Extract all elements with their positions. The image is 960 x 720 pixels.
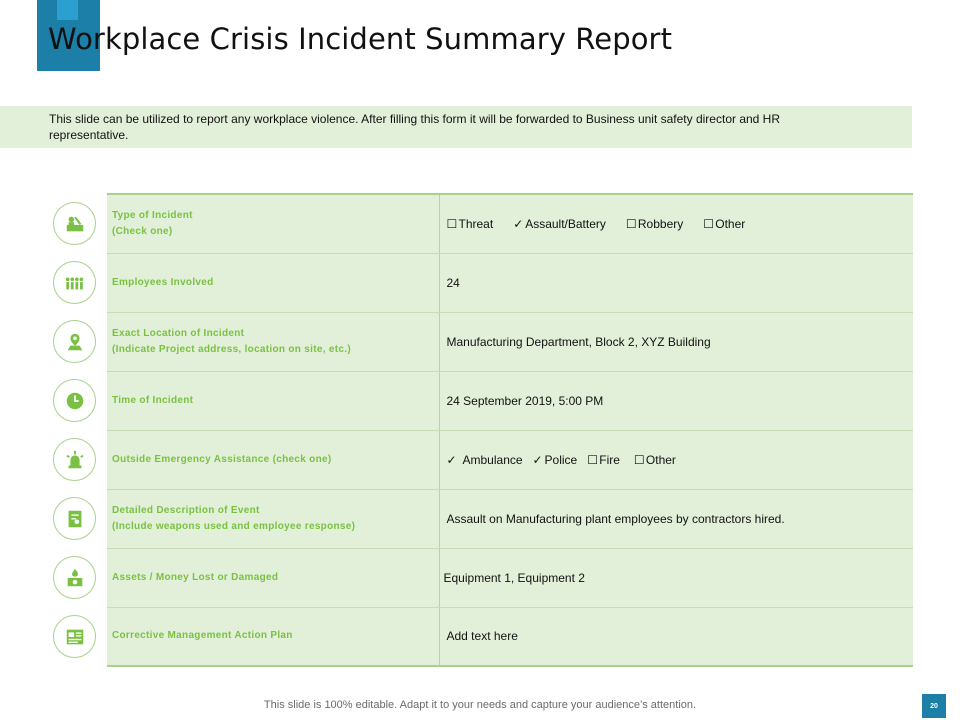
option-label: Ambulance	[462, 452, 523, 467]
table-row	[107, 607, 913, 666]
checkbox-option-ambulance[interactable]	[447, 453, 523, 467]
checkbox-option-other[interactable]	[634, 453, 676, 467]
title-accent-tab	[57, 0, 78, 20]
checkbox-option-assault-battery[interactable]	[513, 217, 606, 231]
row-label-line: (Check one)	[112, 225, 173, 237]
siren-icon	[53, 438, 96, 481]
row-label-cell	[107, 430, 439, 489]
row-label-cell	[107, 548, 439, 607]
table-row	[107, 489, 913, 548]
action-plan-icon	[53, 615, 96, 658]
option-label: Other	[715, 216, 746, 231]
row-label-line: Exact Location of Incident	[112, 327, 245, 339]
checkbox-mark: ☐	[587, 452, 598, 467]
row-label-cell	[107, 607, 439, 666]
location-pin-icon	[53, 320, 96, 363]
row-label-cell	[107, 194, 439, 253]
checkbox-mark: ☐	[633, 452, 645, 467]
incident-form-table	[107, 193, 913, 667]
document-icon	[53, 497, 96, 540]
row-label-line: Corrective Management Action Plan	[112, 630, 293, 642]
footer-note: This slide is 100% editable. Adapt it to your needs and capture your audience’s attention.	[263, 699, 697, 711]
checkbox-mark: ☐	[446, 216, 458, 231]
time-value[interactable]: 24 September 2019, 5:00 PM	[439, 371, 913, 430]
row-label	[112, 393, 439, 409]
checkbox-option-other[interactable]	[703, 217, 745, 231]
option-label: Fire	[599, 452, 620, 467]
row-label	[112, 326, 439, 358]
intro-text: This slide can be utilized to report any workplace violence. After filling this form it will be forwarded to Business unit safety director and HR representative.	[49, 112, 781, 142]
employees-involved-value[interactable]: 24	[439, 253, 913, 312]
checkbox-mark: ☐	[703, 216, 715, 231]
money-burning-icon	[53, 556, 96, 599]
checkbox-mark: ☐	[625, 216, 637, 231]
incident-icon	[53, 202, 96, 245]
employees-icon	[53, 261, 96, 304]
option-label: Threat	[458, 216, 494, 231]
clock-icon	[53, 379, 96, 422]
row-label-line: Outside Emergency Assistance (check one)	[112, 453, 332, 465]
row-label-cell	[107, 371, 439, 430]
table-row	[107, 371, 913, 430]
row-label-cell	[107, 489, 439, 548]
row-label-line: Detailed Description of Event	[112, 504, 260, 516]
checkbox-option-robbery[interactable]	[626, 217, 683, 231]
option-label: Other	[645, 452, 676, 467]
row-value-cell	[439, 430, 913, 489]
checkbox-option-fire[interactable]	[587, 453, 620, 467]
row-label	[112, 503, 439, 535]
table-row	[107, 548, 913, 607]
option-label: Assault/Battery	[525, 216, 606, 231]
check-mark: ✓	[532, 452, 543, 467]
row-label	[112, 570, 439, 586]
checkbox-option-police[interactable]	[533, 453, 578, 467]
page-number-badge: 20	[922, 694, 946, 718]
row-label	[112, 208, 439, 240]
option-label: Robbery	[637, 216, 684, 231]
row-label	[112, 452, 439, 468]
assets-lost-value[interactable]: Equipment 1, Equipment 2	[439, 548, 913, 607]
table-row	[107, 253, 913, 312]
row-label	[112, 275, 439, 291]
action-plan-value[interactable]: Add text here	[439, 607, 913, 666]
checkbox-option-threat[interactable]	[447, 217, 494, 231]
intro-banner	[0, 106, 912, 148]
table-row	[107, 430, 913, 489]
row-value-cell	[439, 194, 913, 253]
row-label-line: (Include weapons used and employee response)	[112, 520, 356, 532]
row-label-cell	[107, 312, 439, 371]
option-label: Police	[544, 452, 578, 467]
page-title: Workplace Crisis Incident Summary Report	[48, 22, 673, 56]
row-label-line: Employees Involved	[112, 276, 214, 288]
row-label-cell	[107, 253, 439, 312]
table-row	[107, 194, 913, 253]
description-value[interactable]: Assault on Manufacturing plant employees by contractors hired.	[439, 489, 913, 548]
row-label	[112, 628, 439, 644]
row-label-line: Type of Incident	[112, 209, 193, 221]
row-label-line: (Indicate Project address, location on site, etc.)	[112, 343, 351, 355]
check-mark: ✓	[513, 216, 524, 231]
table-row	[107, 312, 913, 371]
row-label-line: Time of Incident	[112, 394, 194, 406]
check-mark: ✓	[446, 452, 457, 467]
row-label-line: Assets / Money Lost or Damaged	[112, 571, 279, 583]
location-value[interactable]: Manufacturing Department, Block 2, XYZ Building	[439, 312, 913, 371]
